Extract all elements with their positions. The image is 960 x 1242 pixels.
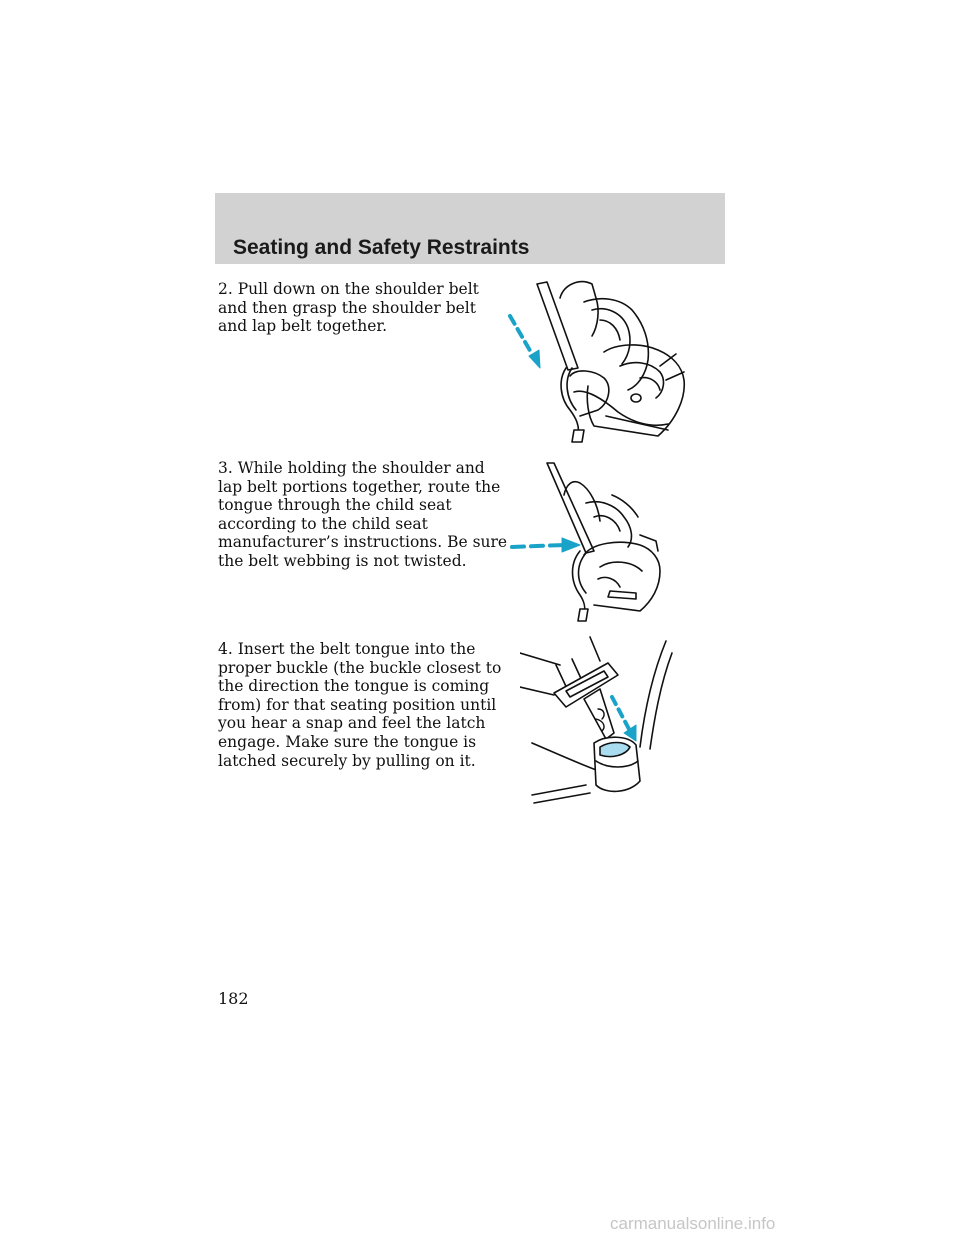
step-2-text [218, 280, 488, 336]
watermark: carmanualsonline.info [610, 1214, 776, 1233]
text-line: lap belt portions together, route the [218, 477, 501, 496]
section-title: Seating and Safety Restraints [233, 236, 530, 259]
step-3-text [218, 459, 508, 571]
text-line: according to the child seat [218, 514, 428, 533]
child-seat-route-belt-illustration [500, 455, 700, 625]
text-line: 2. Pull down on the shoulder belt [218, 280, 479, 298]
buckle-insert-illustration [520, 635, 680, 810]
child-seat-pull-belt-illustration [500, 270, 700, 450]
step-4-text [218, 640, 502, 770]
text-line: 4. Insert the belt tongue into the [218, 640, 476, 658]
text-line: and lap belt together. [218, 317, 388, 336]
text-line: the direction the tongue is coming [218, 677, 490, 696]
text-line: from) for that seating position until [218, 695, 497, 714]
text-line: manufacturer’s instructions. Be sure [218, 533, 508, 552]
text-line: engage. Make sure the tongue is [218, 732, 477, 751]
text-line: proper buckle (the buckle closest to [218, 658, 502, 677]
page-number: 182 [218, 989, 249, 1008]
text-line: tongue through the child seat [218, 496, 452, 515]
text-line: the belt webbing is not twisted. [218, 551, 467, 570]
text-line: you hear a snap and feel the latch [218, 714, 486, 733]
text-line: and then grasp the shoulder belt [218, 298, 476, 317]
text-line: latched securely by pulling on it. [218, 751, 476, 770]
text-line: 3. While holding the shoulder and [218, 459, 485, 477]
